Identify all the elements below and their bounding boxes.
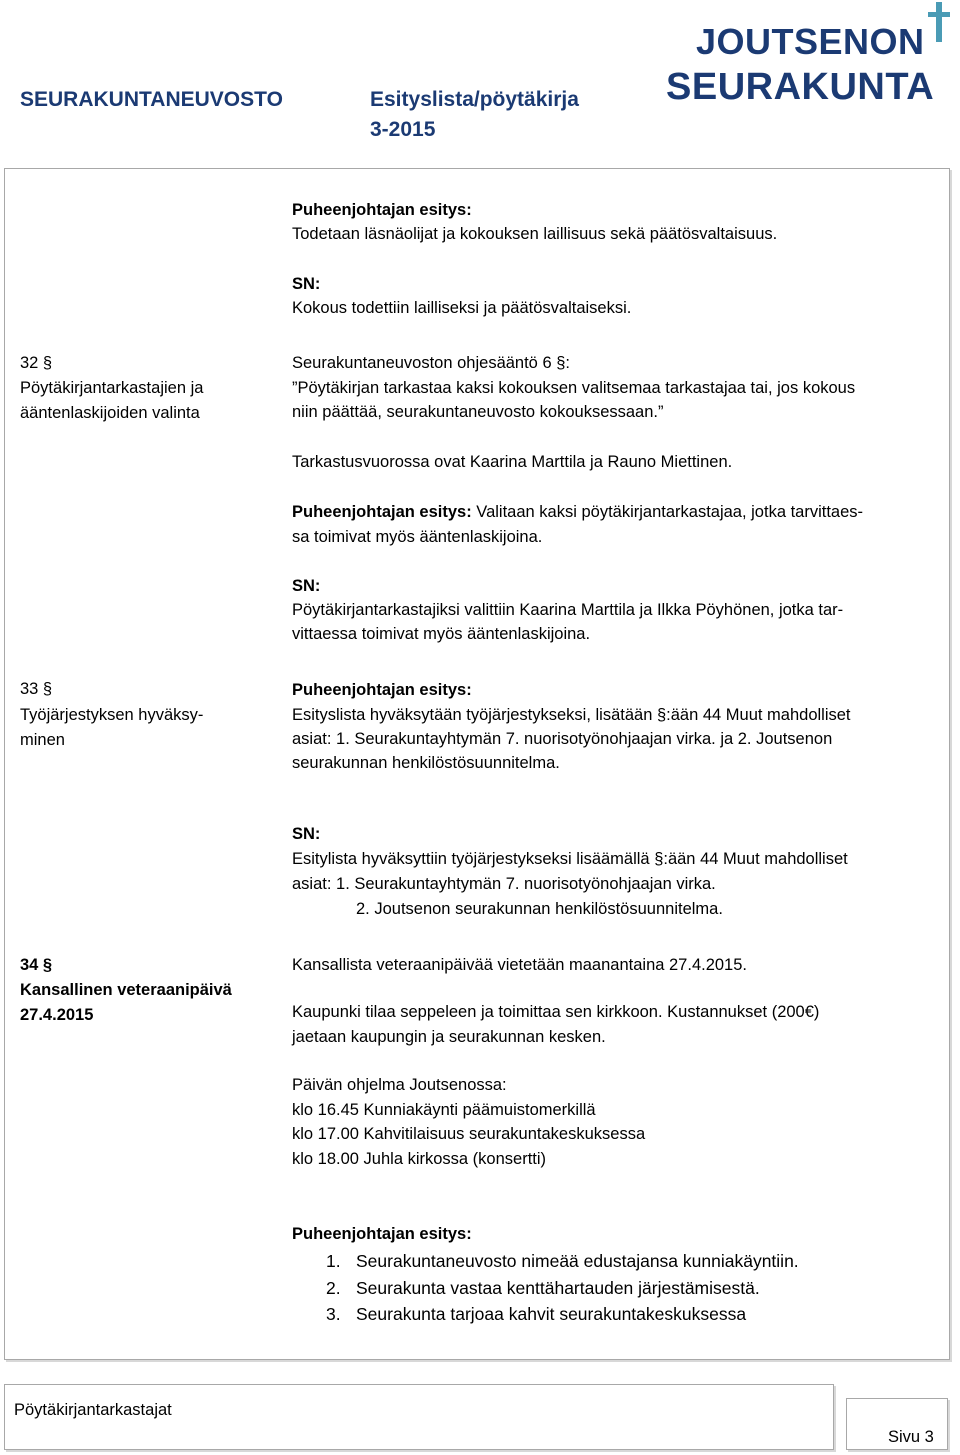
proposal-item-number: 2. (326, 1278, 341, 1298)
section-34-program-2: klo 17.00 Kahvitilaisuus seurakuntakeskuksessa (292, 1125, 646, 1143)
section-34-program-3: klo 18.00 Juhla kirkossa (konsertti) (292, 1150, 547, 1168)
section-34-number: 34 § (20, 956, 53, 974)
section-34-title-2: 27.4.2015 (20, 1006, 94, 1024)
section-33-sn-label: SN: (292, 825, 321, 843)
section-33-proposal-line-2: asiat: 1. Seurakuntayhtymän 7. nuorisotyönohjaajan virka. ja 2. Joutsenon (292, 730, 833, 748)
section-32-rule-line-2: niin päättää, seurakuntaneuvosto kokouksessaan.” (292, 403, 664, 421)
logo-line-2: SEURAKUNTA (666, 66, 935, 108)
section-34-line-3: jaetaan kaupungin ja seurakunnan kesken. (292, 1028, 606, 1046)
section-32-sn-line-2: vittaessa toimivat myös ääntenlaskijoina. (292, 625, 591, 643)
section-33-sn-line-3: 2. Joutsenon seurakunnan henkilöstösuunnitelma. (356, 900, 723, 918)
section-32-proposal (292, 500, 863, 524)
section-33-proposal-label: Puheenjohtajan esitys: (292, 681, 472, 699)
section-34-program-title: Päivän ohjelma Joutsenossa: (292, 1076, 507, 1094)
section-32-title-1: Pöytäkirjantarkastajien ja (20, 379, 204, 397)
cross-icon (926, 2, 952, 42)
logo-line-1: JOUTSENON (696, 21, 925, 62)
section-32-sn-line-1: Pöytäkirjantarkastajiksi valittiin Kaarina Marttila ja Ilkka Pöyhönen, jotka tar- (292, 601, 844, 619)
section-33-sn-line-1: Esitylista hyväksyttiin työjärjestykseksi lisäämällä §:ään 44 Muut mahdolliset (292, 850, 848, 868)
section-34-title-1: Kansallinen veteraanipäivä (20, 981, 232, 999)
doc-type: Esityslista/pöytäkirja (370, 88, 579, 111)
section-34-line-1: Kansallista veteraanipäivää vietetään maanantaina 27.4.2015. (292, 956, 747, 974)
section-32-proposal-label: Puheenjohtajan esitys: (292, 503, 472, 521)
section-32-rule-line-1: ”Pöytäkirjan tarkastaa kaksi kokouksen valitsemaa tarkastajaa tai, jos kokous (292, 379, 856, 397)
doc-number: 3-2015 (370, 118, 436, 141)
intro-proposal-text: Todetaan läsnäolijat ja kokouksen laillisuus sekä päätösvaltaisuus. (292, 225, 778, 243)
section-33-proposal-line-1: Esityslista hyväksytään työjärjestykseksi, lisätään §:ään 44 Muut mahdolliset (292, 706, 851, 724)
section-32-title-2: ääntenlaskijoiden valinta (20, 404, 200, 422)
section-32-rule-title: Seurakuntaneuvoston ohjesääntö 6 §: (292, 354, 570, 372)
section-32-sn-label: SN: (292, 577, 321, 595)
section-34-line-2: Kaupunki tilaa seppeleen ja toimittaa sen kirkkoon. Kustannukset (200€) (292, 1003, 820, 1021)
proposal-item-number: 1. (326, 1251, 341, 1271)
section-33-number: 33 § (20, 680, 53, 698)
section-32-proposal-line-2: sa toimivat myös ääntenlaskijoina. (292, 528, 543, 546)
proposal-item-text: Seurakunta tarjoaa kahvit seurakuntakeskuksessa (356, 1304, 747, 1324)
intro-sn-label: SN: (292, 275, 321, 293)
proposal-item-text: Seurakuntaneuvosto nimeää edustajansa kunniakäyntiin. (356, 1251, 799, 1271)
intro-sn-text: Kokous todettiin lailliseksi ja päätösvaltaiseksi. (292, 299, 632, 317)
section-32-turn-text: Tarkastusvuorossa ovat Kaarina Marttila ja Rauno Miettinen. (292, 453, 733, 471)
section-34-proposal-label: Puheenjohtajan esitys: (292, 1225, 472, 1243)
proposal-item-number: 3. (326, 1304, 341, 1324)
section-32-proposal-line-1: Valitaan kaksi pöytäkirjantarkastajaa, jotka tarvittaes- (471, 503, 864, 521)
proposal-item-text: Seurakunta vastaa kenttähartauden järjestämisestä. (356, 1278, 760, 1298)
org-name: SEURAKUNTANEUVOSTO (20, 88, 283, 111)
church-logo (660, 0, 960, 115)
signers-label: Pöytäkirjantarkastajat (14, 1401, 172, 1419)
section-34-program-1: klo 16.45 Kunniakäynti päämuistomerkillä (292, 1101, 596, 1119)
section-34-proposal-item (326, 1249, 799, 1273)
section-33-title-2: minen (20, 731, 65, 749)
page-number: Sivu 3 (888, 1428, 934, 1446)
section-33-sn-line-2: asiat: 1. Seurakuntayhtymän 7. nuorisotyönohjaajan virka. (292, 875, 716, 893)
section-34-proposal-item (326, 1302, 746, 1326)
intro-proposal-label: Puheenjohtajan esitys: (292, 201, 472, 219)
section-34-proposal-item (326, 1276, 760, 1300)
section-32-number: 32 § (20, 354, 53, 372)
section-33-proposal-line-3: seurakunnan henkilöstösuunnitelma. (292, 754, 560, 772)
section-33-title-1: Työjärjestyksen hyväksy- (20, 706, 204, 724)
